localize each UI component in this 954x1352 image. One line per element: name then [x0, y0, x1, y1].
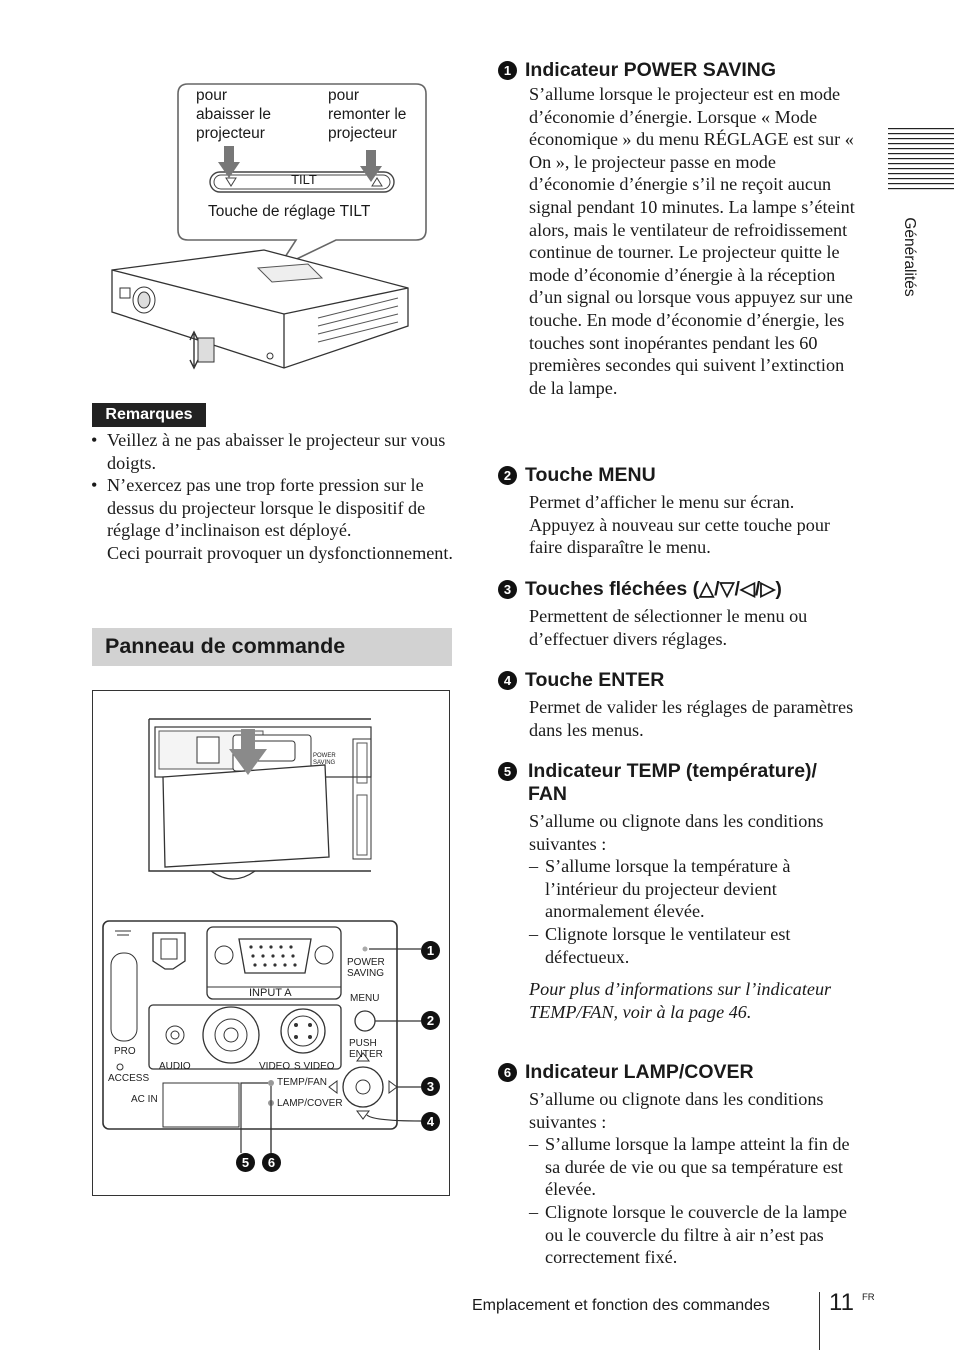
item-6-list-entry: – S’allume lorsque la lampe atteint la fin de sa durée de vie ou que sa température est élevée.	[529, 1133, 860, 1201]
remark-item: • Veillez à ne pas abaisser le projecteur sur vous doigts.	[91, 429, 456, 474]
item-4-number: 4	[498, 671, 517, 690]
item-5-text: S’allume ou clignote dans les conditions suivantes :	[529, 811, 824, 854]
side-tab	[888, 126, 954, 316]
item-4-title: Touche ENTER	[525, 669, 665, 691]
panel-drawing	[93, 691, 449, 1195]
item-1-text: S’allume lorsque le projecteur est en mode d’économie d’énergie. Lorsque « Mode économique » du menu RÉGLAGE est sur « On », le projecteur passe en mode d’économie d’énergie s’il ne reçoit aucun signal pendant 10 minutes. La lampe s’éteint alors, mais le ventilateur de refroidissement continue de tourner. Le projecteur quitte le mode d’économie d’énergie à la réception d’un signal ou lorsque vous appuyez sur une touche. En mode d’économie d’énergie, les touches sont inopérantes pendant les 60 premières secondes qui suivent l’extinction de la lampe.	[529, 84, 855, 398]
item-5-list-entry: – S’allume lorsque la température à l’intérieur du projecteur devient anormalement élevée.	[529, 855, 860, 923]
footer-section-title: Emplacement et fonction des commandes	[472, 1297, 770, 1314]
callout-2: 2	[421, 1011, 440, 1030]
tilt-figure	[108, 82, 430, 372]
ac-in-label: AC IN	[131, 1094, 158, 1105]
tilt-caption: Touche de réglage TILT	[208, 203, 371, 220]
item-5-list	[529, 855, 860, 968]
pro-label: PRO	[114, 1046, 136, 1057]
footer-page-number: 11	[829, 1289, 854, 1316]
input-a-label: INPUT A	[249, 987, 292, 999]
item-2-heading	[498, 464, 860, 487]
item-4	[498, 669, 860, 741]
section-heading-bar	[92, 628, 452, 666]
panel-figure	[92, 690, 450, 1196]
item-3	[498, 578, 860, 650]
item-6-list-entry: – Clignote lorsque le couvercle de la lampe ou le couvercle du filtre à air n’est pas correctement fixé.	[529, 1201, 860, 1269]
item-4-heading	[498, 669, 860, 692]
item-1	[498, 59, 860, 399]
callout-3: 3	[421, 1077, 440, 1096]
item-6-text: S’allume ou clignote dans les conditions suivantes :	[529, 1089, 824, 1132]
access-label: ACCESS	[108, 1073, 150, 1084]
item-2-number: 2	[498, 466, 517, 485]
tilt-raise-label: pour remonter le projecteur	[328, 87, 407, 142]
footer-lang: FR	[862, 1292, 875, 1303]
menu-label: MENU	[350, 993, 380, 1004]
power-saving-label: POWER SAVING	[347, 957, 385, 979]
item-2-text: Permet d’afficher le menu sur écran. Appuyez à nouveau sur cette touche pour faire disparaître le menu.	[529, 492, 830, 558]
video-label: VIDEO	[259, 1061, 291, 1072]
item-3-heading	[498, 578, 860, 601]
item-1-number: 1	[498, 61, 517, 80]
push-enter-label: PUSH ENTER	[349, 1038, 383, 1060]
item-5-note: Pour plus d’informations sur l’indicateur TEMP/FAN, voir à la page 46.	[529, 979, 832, 1022]
audio-label: AUDIO	[159, 1061, 191, 1072]
item-5	[498, 760, 860, 1023]
section-title: Panneau de commande	[105, 634, 346, 658]
item-3-title: Touches fléchées (△/▽/◁/▷)	[525, 578, 782, 600]
item-1-heading	[498, 59, 860, 82]
item-6-list	[529, 1133, 860, 1269]
side-tab-stripes	[888, 126, 954, 192]
tilt-lower-label: pour abaisser le projecteur	[196, 87, 271, 142]
item-3-text: Permettent de sélectionner le menu ou d’effectuer divers réglages.	[529, 606, 808, 649]
tilt-button-label: TILT	[291, 172, 317, 187]
item-6-number: 6	[498, 1063, 517, 1082]
remarks-badge: Remarques	[92, 403, 206, 427]
callout-6: 6	[262, 1153, 281, 1172]
power-saving-small-label: POWER SAVING	[313, 753, 336, 766]
footer-divider	[819, 1292, 820, 1350]
callout-4: 4	[421, 1112, 440, 1131]
remark-item: • N’exercez pas une trop forte pression sur le dessus du projecteur lorsque le dispositif de réglage d’inclinaison est déployé. Ceci pourrait provoquer un dysfonctionnement.	[91, 474, 456, 564]
item-6	[498, 1061, 860, 1269]
item-6-heading	[498, 1061, 860, 1084]
item-6-title: Indicateur LAMP/COVER	[525, 1061, 754, 1083]
item-4-text: Permet de valider les réglages de paramètres dans les menus.	[529, 697, 854, 740]
item-5-list-entry: – Clignote lorsque le ventilateur est défectueux.	[529, 923, 860, 968]
item-1-title: Indicateur POWER SAVING	[525, 59, 777, 81]
temp-fan-label: TEMP/FAN	[277, 1077, 328, 1088]
side-tab-label: Généralités	[901, 217, 918, 297]
item-2-title: Touche MENU	[525, 464, 656, 486]
lamp-cover-label: LAMP/COVER	[277, 1098, 343, 1109]
callout-1: 1	[421, 941, 440, 960]
item-5-number: 5	[498, 762, 517, 781]
item-2	[498, 464, 860, 559]
callout-5: 5	[236, 1153, 255, 1172]
s-video-label: S VIDEO	[294, 1061, 335, 1072]
item-3-number: 3	[498, 580, 517, 599]
item-5-title: Indicateur TEMP (température)/ FAN	[528, 760, 817, 805]
item-5-heading	[498, 760, 860, 806]
remarks-list	[91, 429, 456, 565]
